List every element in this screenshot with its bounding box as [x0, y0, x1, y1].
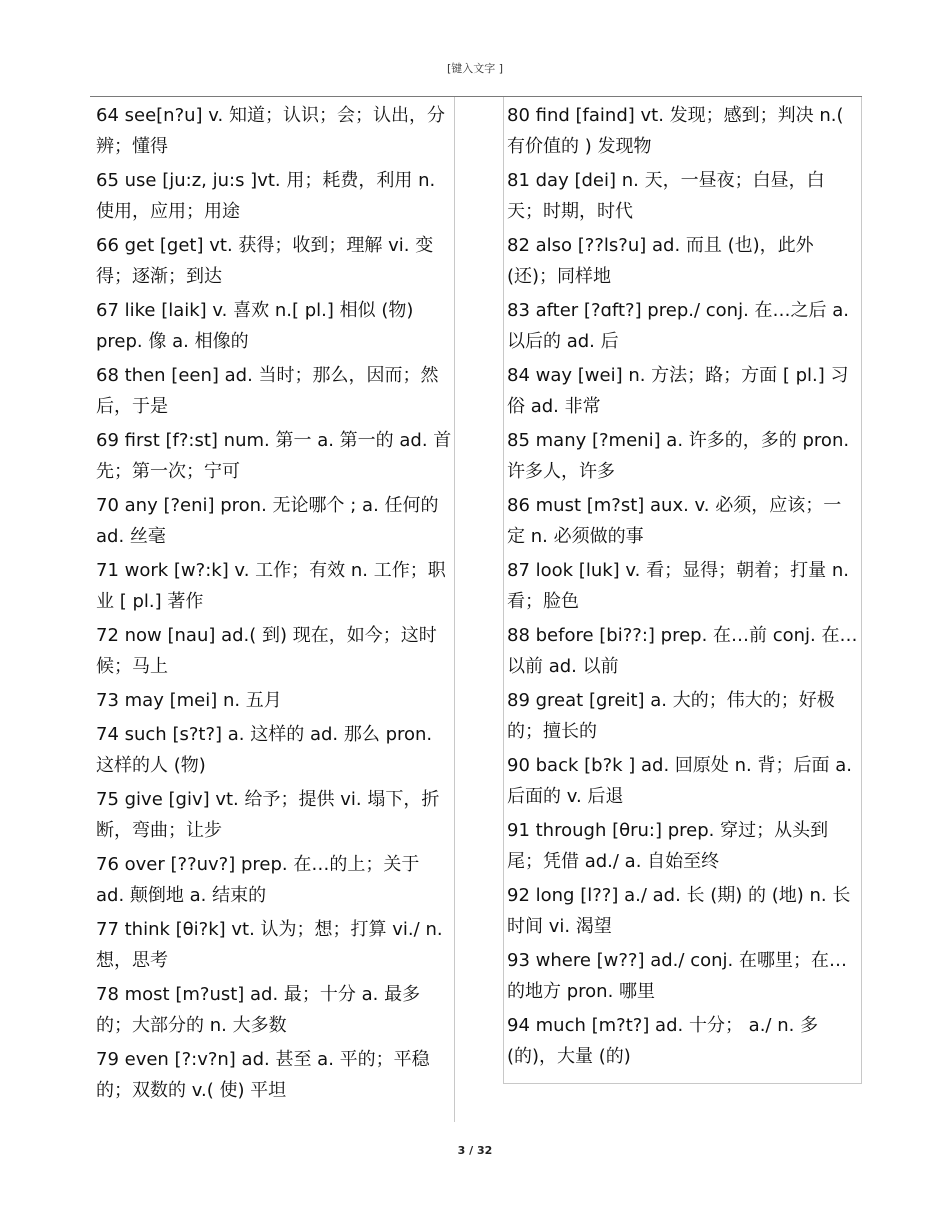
vocab-entry: 91 through [θru:] prep. 穿过；从头到尾；凭借 ad./ a. 自始至终	[507, 820, 829, 872]
vocab-entry: 94 much [m?t?] ad. 十分； a./ n. 多 (的)，大量 (的)	[507, 1015, 819, 1067]
vocab-entry: 73 may [mei] n. 五月	[96, 690, 282, 711]
vocab-entry: 71 work [w?:k] v. 工作；有效 n. 工作；职业 [ pl.] 著作	[96, 560, 446, 612]
vocab-entry: 92 long [l??] a./ ad. 长 (期) 的 (地) n. 长时间 vi. 渴望	[507, 885, 851, 937]
vocab-entry: 89 great [greit] a. 大的；伟大的；好极的；擅长的	[507, 690, 835, 742]
column-divider	[454, 97, 455, 1122]
vocab-entry: 66 get [get] vt. 获得；收到；理解 vi. 变得；逐渐；到达	[96, 235, 434, 287]
vocab-entry: 81 day [dei] n. 天，一昼夜；白昼，白天；时期，时代	[507, 170, 825, 222]
page-header: [键入文字 ]	[446, 62, 504, 75]
vocab-entry: 78 most [m?ust] ad. 最；十分 a. 最多的；大部分的 n. 大多数	[96, 984, 421, 1036]
vocab-entry: 88 before [bi??:] prep. 在…前 conj. 在…以前 ad. 以前	[507, 625, 858, 677]
left-column	[96, 100, 452, 1109]
vocab-entry: 84 way [wei] n. 方法；路；方面 [ pl.] 习俗 ad. 非常	[507, 365, 849, 417]
vocab-entry: 68 then [een] ad. 当时；那么，因而；然后，于是	[96, 365, 439, 417]
vocab-entry: 74 such [s?t?] a. 这样的 ad. 那么 pron. 这样的人 (物)	[96, 724, 433, 776]
vocab-entry: 85 many [?meni] a. 许多的，多的 pron. 许多人，许多	[507, 430, 850, 482]
vocab-entry: 80 find [faind] vt. 发现；感到；判决 n.( 有价值的 ) 发现物	[507, 105, 844, 157]
vocab-entry: 90 back [b?k ] ad. 回原处 n. 背；后面 a. 后面的 v. 后退	[507, 755, 852, 807]
vocab-entry: 86 must [m?st] aux. v. 必须，应该；一定 n. 必须做的事	[507, 495, 842, 547]
vocab-entry: 75 give [giv] vt. 给予；提供 vi. 塌下，折断，弯曲；让步	[96, 789, 440, 841]
vocab-entry: 70 any [?eni] pron. 无论哪个 ; a. 任何的 ad. 丝毫	[96, 495, 439, 547]
page-number: 3 / 32	[457, 1144, 493, 1157]
vocab-entry: 72 now [nau] ad.( 到) 现在，如今；这时候；马上	[96, 625, 437, 677]
vocab-entry: 67 like [laik] v. 喜欢 n.[ pl.] 相似 (物) prep. 像 a. 相像的	[96, 300, 414, 352]
vocab-entry: 69 first [f?:st] num. 第一 a. 第一的 ad. 首先；第一次；宁可	[96, 430, 452, 482]
vocab-entry: 76 over [??uv?] prep. 在…的上；关于 ad. 颠倒地 a. 结束的	[96, 854, 420, 906]
vocab-entry: 79 even [?:v?n] ad. 甚至 a. 平的；平稳的；双数的 v.( 使) 平坦	[96, 1049, 430, 1101]
right-column	[507, 100, 859, 1075]
vocab-entry: 64 see[n?u] v. 知道；认识；会；认出，分辨；懂得	[96, 105, 445, 157]
vocab-entry: 65 use [ju:z, ju:s ]vt. 用；耗费，利用 n. 使用，应用；用途	[96, 170, 436, 222]
vocab-entry: 77 think [θi?k] vt. 认为；想；打算 vi./ n. 想，思考	[96, 919, 443, 971]
vocab-entry: 83 after [?ɑft?] prep./ conj. 在…之后 a. 以后的 ad. 后	[507, 300, 849, 352]
vocab-entry: 93 where [w??] ad./ conj. 在哪里；在…的地方 pron. 哪里	[507, 950, 847, 1002]
vocab-entry: 82 also [??ls?u] ad. 而且 (也)，此外 (还)；同样地	[507, 235, 814, 287]
vocab-entry: 87 look [luk] v. 看；显得；朝着；打量 n. 看；脸色	[507, 560, 849, 612]
